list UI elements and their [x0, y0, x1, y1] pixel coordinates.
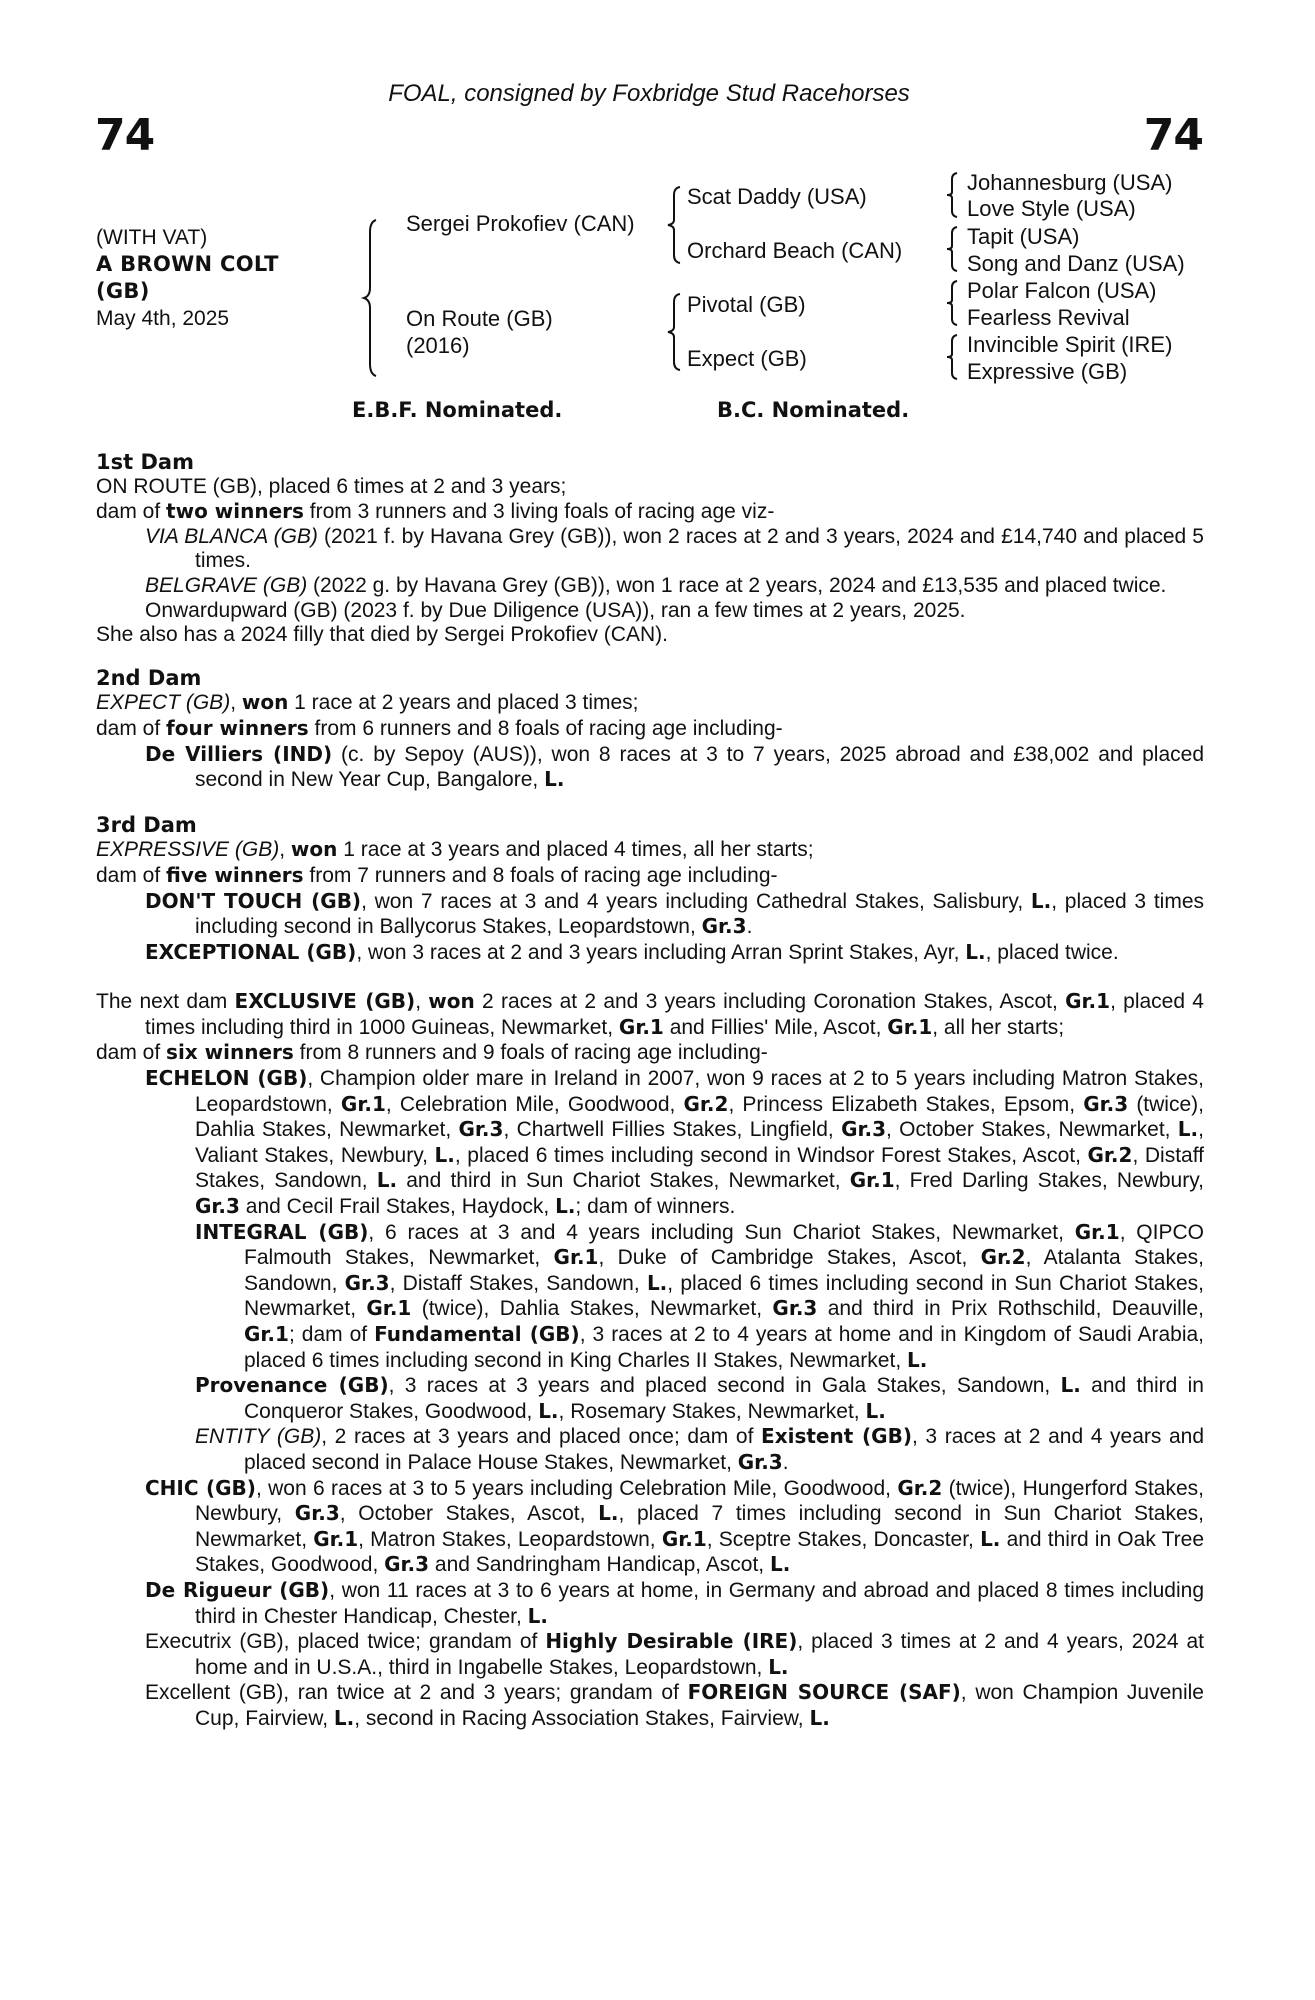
text: , won 6 races at 3 to 5 years including Celebration Mile, Goodwood, — [255, 1476, 898, 1500]
record-paragraph — [96, 599, 1204, 624]
record-paragraph — [96, 1220, 1204, 1374]
bold-text: Gr.3 — [294, 1501, 340, 1526]
text: , Valiant Stakes, Newbury, — [195, 1118, 1204, 1167]
text: dam of — [96, 863, 167, 887]
pedigree-g3-2: Love Style (USA) — [967, 196, 1136, 221]
bold-text: Gr.1 — [313, 1526, 359, 1551]
text: , QIPCO Falmouth Stakes, Newmarket, — [244, 1220, 1204, 1270]
record-paragraph — [96, 863, 1204, 889]
text: , placed 6 times including second in Windsor Forest Stakes, Ascot, — [454, 1143, 1088, 1167]
foal-country: (GB) — [96, 279, 150, 303]
text: , Matron Stakes, Leopardstown, — [358, 1527, 662, 1551]
bold-text: Highly Desirable (IRE) — [545, 1629, 798, 1654]
italic-text: EXPRESSIVE (GB) — [96, 838, 280, 862]
text: , Rosemary Stakes, Newmarket, — [558, 1399, 866, 1423]
bold-text: Gr.3 — [701, 914, 747, 939]
bold-text: four winners — [166, 715, 309, 740]
text: , placed 7 times including second in Sun Chariot Stakes, Newmarket, — [195, 1502, 1204, 1551]
pedigree-g3-6: Fearless Revival — [967, 305, 1130, 330]
bold-text: CHIC (GB) — [145, 1475, 256, 1500]
record-paragraph — [96, 623, 1204, 648]
pedigree-g3-4: Song and Danz (USA) — [967, 251, 1185, 276]
bold-text: won — [290, 837, 338, 862]
text: , 3 races at 2 to 4 years at home and in Kingdom of Saudi Arabia, placed 6 times including second in King Charles II Stakes, Newmarket, — [244, 1323, 1205, 1372]
text: , Fred Darling Stakes, Newbury, — [894, 1169, 1204, 1193]
bold-text: Gr.1 — [366, 1296, 412, 1321]
text: 2 races at 2 and 3 years including Coronation Stakes, Ascot, — [474, 990, 1066, 1014]
text: dam of — [96, 1041, 167, 1065]
text: , Atalanta Stakes, Sandown, — [244, 1246, 1204, 1295]
text: , placed 3 times at 2 and 4 years, 2024 at home and in U.S.A., third in Ingabelle Stakes, Leopardstown, — [195, 1630, 1204, 1679]
text: , placed 4 times including third in 1000 Guineas, Newmarket, — [145, 990, 1204, 1039]
bold-text: Gr.1 — [1074, 1219, 1120, 1244]
bold-text: L. — [809, 1705, 830, 1730]
bold-text: Provenance (GB) — [195, 1373, 389, 1398]
record-paragraph — [96, 525, 1204, 574]
text: and third in Oak Tree Stakes, Goodwood, — [195, 1527, 1205, 1577]
bold-text: De Rigueur (GB) — [145, 1577, 330, 1602]
bold-text: L. — [1030, 888, 1052, 913]
text: , Distaff Stakes, Sandown, — [389, 1271, 647, 1295]
bold-text: Gr.1 — [553, 1245, 599, 1270]
bold-text: six winners — [166, 1040, 294, 1065]
bold-text: L. — [980, 1526, 1001, 1551]
pedigree-sire-sire: Scat Daddy (USA) — [687, 184, 867, 209]
text: and third in Sun Chariot Stakes, Newmarket, — [397, 1169, 850, 1193]
text: and Fillies' Mile, Ascot, — [663, 1015, 888, 1039]
bold-text: Gr.1 — [661, 1526, 707, 1551]
text: and third in Conqueror Stakes, Goodwood, — [244, 1374, 1204, 1423]
bold-text: ECHELON (GB) — [145, 1066, 308, 1091]
bold-text: Gr.3 — [841, 1117, 887, 1142]
bold-text: Gr.3 — [195, 1194, 240, 1219]
bold-text: Fundamental (GB) — [374, 1322, 580, 1346]
bold-text: Gr.1 — [849, 1168, 895, 1193]
text: , placed twice. — [985, 940, 1119, 964]
text: She also has a 2024 filly that died by Sergei Prokofiev (CAN). — [96, 623, 668, 647]
bold-text: Gr.3 — [458, 1117, 504, 1142]
section-heading: 2nd Dam — [96, 665, 202, 690]
record-paragraph — [96, 1680, 1204, 1731]
pedigree-g3-7: Invincible Spirit (IRE) — [967, 332, 1173, 357]
bold-text: Gr.1 — [340, 1091, 386, 1116]
bold-text: L. — [598, 1501, 619, 1526]
bold-text: L. — [865, 1398, 886, 1423]
pedigree-brace-g3-4 — [944, 334, 960, 380]
record-paragraph — [96, 690, 1204, 716]
bold-text: L. — [907, 1347, 928, 1372]
record-paragraph — [96, 475, 1204, 500]
text: , Champion older mare in Ireland in 2007, won 9 races at 2 to 5 years including Matron Stakes, Leopardstown, — [195, 1067, 1204, 1116]
bold-text: Gr.1 — [887, 1014, 933, 1039]
text: , 3 races at 3 years and placed second in Gala Stakes, Sandown, — [388, 1374, 1061, 1398]
bold-text: L. — [544, 767, 565, 792]
bold-text: EXCEPTIONAL (GB) — [145, 939, 357, 964]
bold-text: Gr.1 — [244, 1322, 289, 1346]
pedigree-g3-8: Expressive (GB) — [967, 359, 1128, 384]
text: . — [782, 1450, 789, 1474]
bold-text: L. — [646, 1270, 668, 1295]
text: (twice), Dahlia Stakes, Newmarket, — [195, 1092, 1204, 1142]
italic-text: BELGRAVE (GB) — [145, 573, 308, 597]
bold-text: FOREIGN SOURCE (SAF) — [687, 1680, 961, 1705]
bold-text: Gr.2 — [1087, 1142, 1133, 1167]
record-paragraph — [96, 1040, 1204, 1066]
text: , 3 races at 2 and 4 years and placed second in Palace House Stakes, Newmarket, — [244, 1425, 1205, 1474]
record-paragraph — [96, 499, 1204, 525]
pedigree-g3-3: Tapit (USA) — [967, 224, 1080, 249]
text: , October Stakes, Ascot, — [339, 1502, 599, 1526]
pedigree-brace-sire — [664, 185, 684, 265]
text: from 7 runners and 8 foals of racing age including- — [303, 863, 778, 887]
bold-text: INTEGRAL (GB) — [195, 1219, 369, 1244]
bold-text: Gr.3 — [772, 1296, 818, 1321]
text: . — [746, 915, 753, 939]
italic-text: ENTITY (GB) — [195, 1425, 322, 1449]
bold-text: L. — [434, 1142, 455, 1167]
lot-number-left: 74 — [95, 110, 155, 161]
text: , won Champion Juvenile Cup, Fairview, — [195, 1681, 1204, 1730]
text: , — [279, 838, 291, 862]
bold-text: DON'T TOUCH (GB) — [145, 888, 362, 913]
text: , second in Racing Association Stakes, Fairview, — [354, 1706, 810, 1730]
bold-text: won — [241, 690, 289, 715]
record-paragraph — [96, 742, 1204, 793]
text: ON ROUTE (GB), placed 6 times at 2 and 3 years; — [96, 474, 567, 498]
pedigree-dam-year: (2016) — [406, 333, 470, 358]
record-paragraph — [96, 1476, 1204, 1578]
text: , won 7 races at 3 and 4 years including Cathedral Stakes, Salisbury, — [361, 889, 1031, 913]
text: dam of — [96, 716, 167, 740]
bold-text: L. — [333, 1705, 355, 1730]
text: , 6 races at 3 and 4 years including Sun Chariot Stakes, Newmarket, — [368, 1220, 1075, 1244]
text: The next dam — [96, 990, 235, 1014]
text: (2022 g. by Havana Grey (GB)), won 1 race at 2 years, 2024 and £13,535 and placed twice. — [307, 573, 1167, 597]
bold-text: L. — [376, 1168, 398, 1193]
bold-text: Gr.2 — [683, 1091, 729, 1116]
text: and Sandringham Handicap, Ascot, — [429, 1553, 770, 1577]
consignor-line: FOAL, consigned by Foxbridge Stud Racehorses — [388, 80, 910, 107]
vat-note: (WITH VAT) — [96, 226, 208, 249]
text: and third in Prix Rothschild, Deauville, — [817, 1297, 1205, 1321]
pedigree-brace-gen1 — [360, 218, 380, 378]
produce-record — [96, 450, 1204, 1732]
pedigree-sire-dam: Orchard Beach (CAN) — [687, 238, 903, 263]
text: (twice), Dahlia Stakes, Newmarket, — [411, 1297, 773, 1321]
text: ; dam of winners. — [575, 1195, 736, 1219]
foal-sex-colour: A BROWN COLT — [96, 252, 279, 276]
bold-text: L. — [769, 1552, 791, 1577]
text: from 8 runners and 9 foals of racing age including- — [293, 1041, 768, 1065]
text: (c. by Sepoy (AUS)), won 8 races at 3 to 7 years, 2025 abroad and £38,002 and placed second in New Year Cup, Bangalore, — [195, 742, 1204, 792]
text: , Chartwell Fillies Stakes, Lingfield, — [503, 1118, 842, 1142]
pedigree-sire: Sergei Prokofiev (CAN) — [406, 211, 635, 236]
record-paragraph — [96, 889, 1204, 940]
record-paragraph — [96, 1373, 1204, 1424]
bold-text: L. — [1177, 1117, 1199, 1142]
dam-section — [96, 813, 1204, 966]
text: from 6 runners and 8 foals of racing age including- — [308, 716, 783, 740]
record-paragraph — [96, 716, 1204, 742]
text: , Sceptre Stakes, Doncaster, — [706, 1527, 981, 1551]
pedigree-dam-dam: Expect (GB) — [687, 346, 807, 371]
record-paragraph — [96, 940, 1204, 966]
bold-text: L. — [1060, 1373, 1081, 1398]
text: 1 race at 2 years and placed 3 times; — [288, 691, 639, 715]
text: , won 11 races at 3 to 6 years at home, in Germany and abroad and placed 8 times including third in Chester Handicap, Chester, — [195, 1578, 1204, 1628]
bold-text: L. — [538, 1398, 559, 1423]
section-heading: 3rd Dam — [96, 812, 197, 837]
pedigree-brace-g3-1 — [944, 172, 960, 218]
bold-text: Gr.1 — [1065, 989, 1111, 1014]
bold-text: won — [428, 989, 475, 1014]
italic-text: EXPECT (GB) — [96, 691, 231, 715]
bold-text: five winners — [166, 862, 304, 887]
text: , Celebration Mile, Goodwood, — [385, 1092, 684, 1116]
record-paragraph — [96, 1424, 1204, 1475]
text: (twice), Hungerford Stakes, Newbury, — [195, 1476, 1204, 1526]
record-paragraph — [96, 1066, 1204, 1220]
pedigree-brace-g3-3 — [944, 280, 960, 326]
text: Executrix (GB), placed twice; grandam of — [145, 1630, 546, 1654]
text: dam of — [96, 500, 167, 524]
bold-text: L. — [768, 1654, 789, 1679]
text: 1 race at 3 years and placed 4 times, all her starts; — [337, 838, 814, 862]
dam-section — [96, 666, 1204, 793]
bold-text: two winners — [166, 499, 304, 524]
bold-text: Gr.2 — [897, 1475, 943, 1500]
record-paragraph — [96, 574, 1204, 599]
record-paragraph — [96, 1629, 1204, 1680]
text: , won 3 races at 2 and 3 years including Arran Sprint Stakes, Ayr, — [356, 940, 966, 964]
section-heading: 1st Dam — [96, 450, 194, 474]
dam-section — [96, 989, 1204, 1731]
pedigree-brace-dam — [664, 292, 684, 372]
bold-text: De Villiers (IND) — [145, 741, 333, 766]
bc-nominated: B.C. Nominated. — [717, 398, 910, 422]
bold-text: Gr.3 — [737, 1449, 783, 1474]
foaling-date: May 4th, 2025 — [96, 307, 230, 330]
dam-section — [96, 450, 1204, 648]
bold-text: L. — [527, 1603, 549, 1628]
record-paragraph — [96, 837, 1204, 863]
text: , Distaff Stakes, Sandown, — [195, 1143, 1204, 1193]
ebf-nominated: E.B.F. Nominated. — [352, 398, 563, 422]
text: Excellent (GB), ran twice at 2 and 3 years; grandam of — [145, 1681, 688, 1705]
text: ; dam of — [288, 1323, 375, 1346]
text: , — [230, 691, 242, 715]
text: , 2 races at 3 years and placed once; dam of — [321, 1425, 762, 1449]
foal-description — [96, 224, 279, 332]
bold-text: Gr.2 — [980, 1245, 1026, 1270]
bold-text: Existent (GB) — [761, 1424, 912, 1449]
text: , all her starts; — [932, 1015, 1065, 1039]
record-paragraph — [96, 1578, 1204, 1629]
bold-text: L. — [555, 1194, 576, 1219]
text: and Cecil Frail Stakes, Haydock, — [239, 1195, 556, 1219]
bold-text: Gr.3 — [344, 1270, 390, 1295]
bold-text: Gr.3 — [1083, 1091, 1129, 1116]
bold-text: Gr.1 — [618, 1014, 664, 1039]
bold-text: Gr.3 — [384, 1552, 430, 1577]
lot-number-right: 74 — [1143, 110, 1203, 161]
text: Onwardupward (GB) (2023 f. by Due Diligence (USA)), ran a few times at 2 years, 2025. — [145, 598, 966, 622]
pedigree-g3-1: Johannesburg (USA) — [967, 170, 1173, 195]
pedigree-g3-5: Polar Falcon (USA) — [967, 278, 1157, 303]
pedigree-brace-g3-2 — [944, 226, 960, 272]
text: from 3 runners and 3 living foals of racing age viz- — [303, 500, 775, 524]
pedigree-dam: On Route (GB) — [406, 306, 553, 331]
text: , Duke of Cambridge Stakes, Ascot, — [598, 1246, 981, 1270]
text: , October Stakes, Newmarket, — [886, 1118, 1178, 1142]
record-paragraph — [96, 989, 1204, 1040]
text: , Princess Elizabeth Stakes, Epsom, — [728, 1092, 1084, 1116]
bold-text: L. — [965, 939, 986, 964]
pedigree-dam-sire: Pivotal (GB) — [687, 292, 806, 317]
text: , — [415, 990, 429, 1014]
italic-text: VIA BLANCA (GB) — [145, 524, 318, 548]
bold-text: EXCLUSIVE (GB) — [234, 989, 416, 1014]
text: , placed 6 times including second in Sun Chariot Stakes, Newmarket, — [244, 1271, 1204, 1321]
text: , placed 3 times including second in Ballycorus Stakes, Leopardstown, — [195, 889, 1205, 939]
text: (2021 f. by Havana Grey (GB)), won 2 races at 2 and 3 years, 2024 and £14,740 and placed 5 times. — [195, 524, 1204, 573]
